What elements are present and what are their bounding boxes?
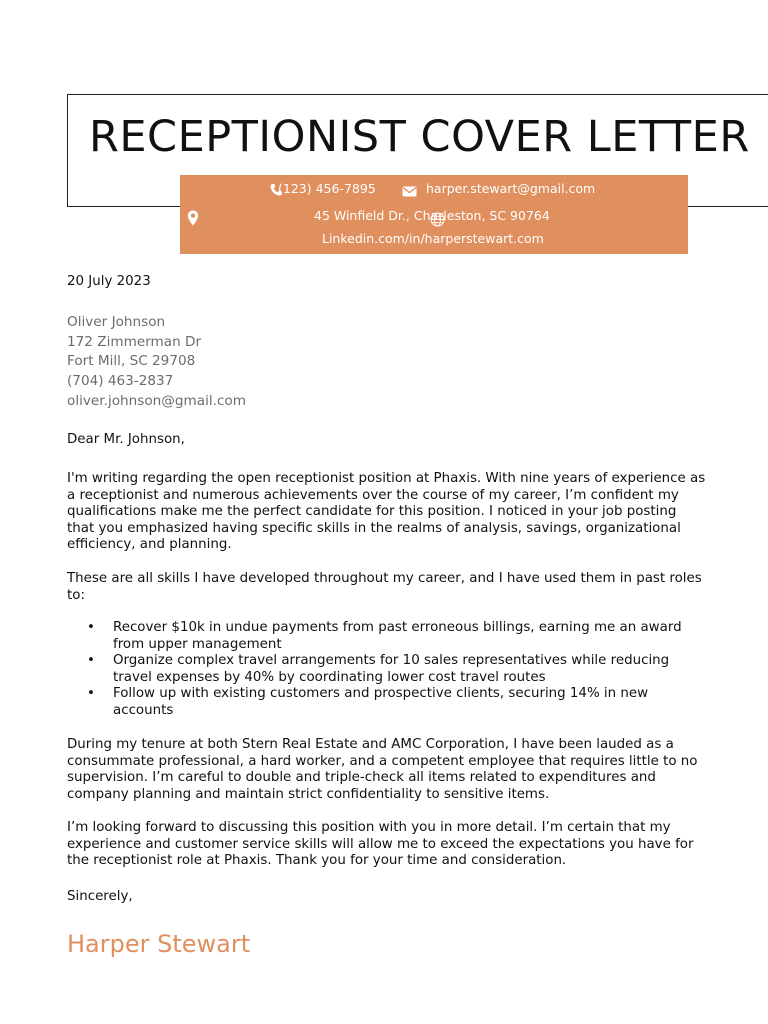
achievements-list [67,620,707,720]
contact-address: 45 Winfield Dr., Charleston, SC 90764 [314,208,550,223]
paragraph-tenure: During my tenure at both Stern Real Estate and AMC Corporation, I have been lauded as a consummate professional, a hard worker, and a competent employee that requires little to no supervision. I’m careful to double and triple-check all items related to expenditures and company planning and maintain strict confidentiality to sensitive items. [67,737,698,802]
bullet-icon: • [87,620,95,635]
mail-icon [402,186,417,197]
paragraph-closing-remarks: I’m looking forward to discussing this position with you in more detail. I’m certain that my experience and customer service skills will allow me to exceed the expectations you have for the receptionist role at Phaxis. Thank you for your time and consideration. [67,820,694,869]
location-pin-icon [187,210,199,226]
list-item [67,686,707,719]
bullet-icon: • [87,653,95,669]
list-item [67,620,707,653]
contact-email[interactable]: harper.stewart@gmail.com [426,181,596,196]
bullet-icon: • [87,686,95,702]
recipient-email: oliver.johnson@gmail.com [67,392,246,409]
recipient-name: Oliver Johnson [67,314,166,330]
list-item-text: Organize complex travel arrangements for 10 sales representatives while reducing travel expenses by 40% by coordinating lower cost travel routes [113,653,670,685]
list-item [67,653,707,686]
letter-date: 20 July 2023 [67,274,151,289]
recipient-city: Fort Mill, SC 29708 [67,353,196,370]
contact-band [180,175,688,254]
closing: Sincerely, [67,889,133,904]
list-item-text: Recover $10k in undue payments from past erroneous billings, earning me an award from upper management [113,620,682,652]
list-item-text: Follow up with existing customers and prospective clients, securing 14% in new accounts [113,686,649,718]
recipient-phone: (704) 463-2837 [67,373,174,390]
document-title: RECEPTIONIST COVER LETTER [89,112,750,162]
globe-icon [430,212,445,227]
recipient-block [67,313,246,412]
paragraph-skills: These are all skills I have developed throughout my career, and I have used them in past roles to: [67,571,702,603]
contact-linkedin[interactable]: Linkedin.com/in/harperstewart.com [322,231,544,246]
salutation: Dear Mr. Johnson, [67,432,185,447]
recipient-street: 172 Zimmerman Dr [67,333,202,350]
contact-phone: (123) 456-7895 [278,181,376,196]
signature-name: Harper Stewart [67,930,251,958]
paragraph-intro: I'm writing regarding the open receptionist position at Phaxis. With nine years of experience as a receptionist and numerous achievements over the course of my career, I’m confident my qualifications make me the perfect candidate for this position. I noticed in your job posting that you emphasized having specific skills in the realms of analysis, savings, organizational efficiency, and planning. [67,471,706,553]
